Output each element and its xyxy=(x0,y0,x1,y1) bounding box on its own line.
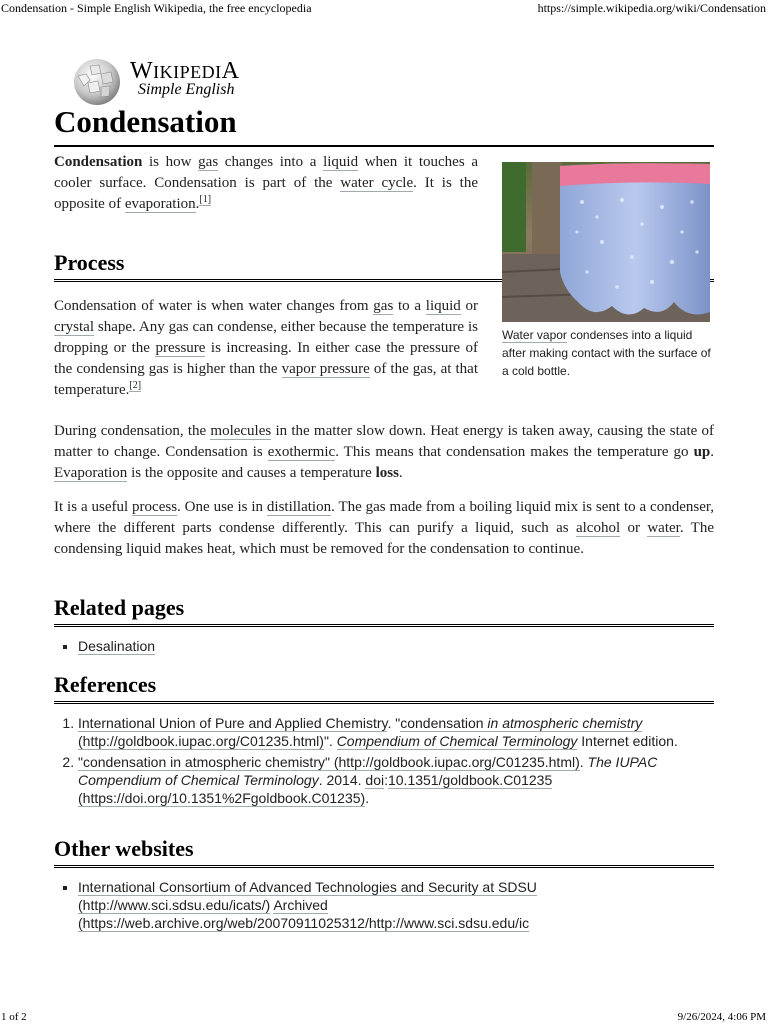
process-paragraph-3: It is a useful process. One use is in distillation. The gas made from a boiling liquid mix is sent to a condenser, where the different parts condense differently. This can purify a liquid, such as alcohol or water. The condensing liquid makes heat, which must be removed for the condensation to continue. xyxy=(54,499,714,557)
intro-paragraph: Condensation is how gas changes into a liquid when it touches a cooler surface. Condensation is part of the water cycle. It is the opposite of evaporation.[1] xyxy=(54,154,478,212)
reference-item-1: 1. International Union of Pure and Applied Chemistry. "condensation in atmospheric chemistry (http://goldbook.iupac.org/C01235.html)". Compendium of Chemical Terminology Internet edition. xyxy=(78,714,714,750)
figure-cold-bottle xyxy=(502,162,712,380)
link-alcohol[interactable]: alcohol xyxy=(575,520,621,536)
link-doi[interactable]: doi xyxy=(365,772,385,788)
link-iupac[interactable]: International Union of Pure and Applied Chemistry xyxy=(78,715,388,731)
logo-wordmark: WIKIPEDIA xyxy=(130,58,240,84)
link-liquid-2[interactable]: liquid xyxy=(425,298,461,314)
logo-tagline: Simple English xyxy=(138,81,235,98)
link-water[interactable]: water xyxy=(647,520,680,536)
process-paragraph-2: During condensation, the molecules in the matter slow down. Heat energy is taken away, causing the state of matter to change. Condensation is exothermic. This means that condensation makes the temperature go up. Evaporation is the opposite and causes a temperature loss. xyxy=(54,423,715,481)
list-item xyxy=(78,878,714,932)
link-distillation[interactable]: distillation xyxy=(266,499,332,515)
ref-link-1[interactable]: [1] xyxy=(199,194,212,205)
link-gas-2[interactable]: gas xyxy=(373,298,394,314)
other-websites-list xyxy=(54,878,714,932)
link-gas[interactable]: gas xyxy=(198,154,219,170)
link-water-cycle[interactable]: water cycle xyxy=(340,175,414,191)
link-molecules[interactable]: molecules xyxy=(210,423,272,439)
reference-item-2: 2. "condensation in atmospheric chemistry" (http://goldbook.iupac.org/C01235.html). The IUPAC Compendium of Chemical Terminology. 2014. doi:10.1351/goldbook.C01235 (https://doi.org/10.1351%2Fgoldbook.C01235). xyxy=(78,753,714,807)
link-desalination[interactable]: Desalination xyxy=(78,638,156,654)
link-archived[interactable]: Archived (https://web.archive.org/web/20070911025312/http://www.sci.sdsu.edu/ic xyxy=(78,897,530,931)
related-pages-list xyxy=(54,637,714,655)
link-crystal[interactable]: crystal xyxy=(54,319,94,335)
link-icats-sdsu[interactable]: International Consortium of Advanced Technologies and Security at SDSU (http://www.sci.sdsu.edu/icats/) xyxy=(78,879,537,913)
link-liquid[interactable]: liquid xyxy=(323,154,359,170)
link-pressure[interactable]: pressure xyxy=(155,340,206,356)
link-goldbook-2[interactable]: "condensation in atmospheric chemistry" (http://goldbook.iupac.org/C01235.html) xyxy=(78,754,580,770)
link-process[interactable]: process xyxy=(132,499,178,515)
link-water-vapor[interactable]: Water vapor xyxy=(502,328,567,342)
page-title: Condensation xyxy=(54,102,714,147)
ref-link-2[interactable]: [2] xyxy=(129,380,142,391)
figure-caption: Water vapor condenses into a liquid after making contact with the surface of a cold bottle. xyxy=(502,328,711,378)
list-item xyxy=(78,637,714,655)
heading-references: References xyxy=(54,671,714,704)
condensation-bottle-image[interactable] xyxy=(502,162,710,322)
link-goldbook-1[interactable]: condensation in atmospheric chemistry (http://goldbook.iupac.org/C01235.html) xyxy=(78,715,643,749)
link-doi-value[interactable]: 10.1351/goldbook.C01235 (https://doi.org/10.1351%2Fgoldbook.C01235) xyxy=(78,772,553,806)
link-vapor-pressure[interactable]: vapor pressure xyxy=(281,361,370,377)
heading-related-pages: Related pages xyxy=(54,594,714,627)
article-body xyxy=(54,152,714,932)
heading-process: Process xyxy=(54,249,714,282)
print-timestamp: 9/26/2024, 4:06 PM xyxy=(677,1011,766,1023)
link-evaporation[interactable]: evaporation xyxy=(124,196,196,212)
references-list xyxy=(54,714,714,807)
heading-other-websites: Other websites xyxy=(54,835,714,868)
link-evaporation-2[interactable]: Evaporation xyxy=(54,465,128,481)
link-compendium[interactable]: Compendium of Chemical Terminology xyxy=(336,733,578,749)
browser-tab-title: Condensation - Simple English Wikipedia, the free encyclopedia xyxy=(1,1,312,15)
page-indicator: 1 of 2 xyxy=(1,1011,27,1023)
wikipedia-logo[interactable] xyxy=(72,56,262,108)
browser-url: https://simple.wikipedia.org/wiki/Condensation xyxy=(537,1,766,15)
wikipedia-globe-icon xyxy=(72,56,122,106)
link-exothermic[interactable]: exothermic xyxy=(267,444,336,460)
process-paragraph-1: Condensation of water is when water changes from gas to a liquid or crystal shape. Any gas can condense, either because the temperature is dropping or the pressure is increasing. In either case the pressure of the condensing gas is higher than the vapor pressure of the gas, at that temperature.[2] xyxy=(54,298,479,398)
